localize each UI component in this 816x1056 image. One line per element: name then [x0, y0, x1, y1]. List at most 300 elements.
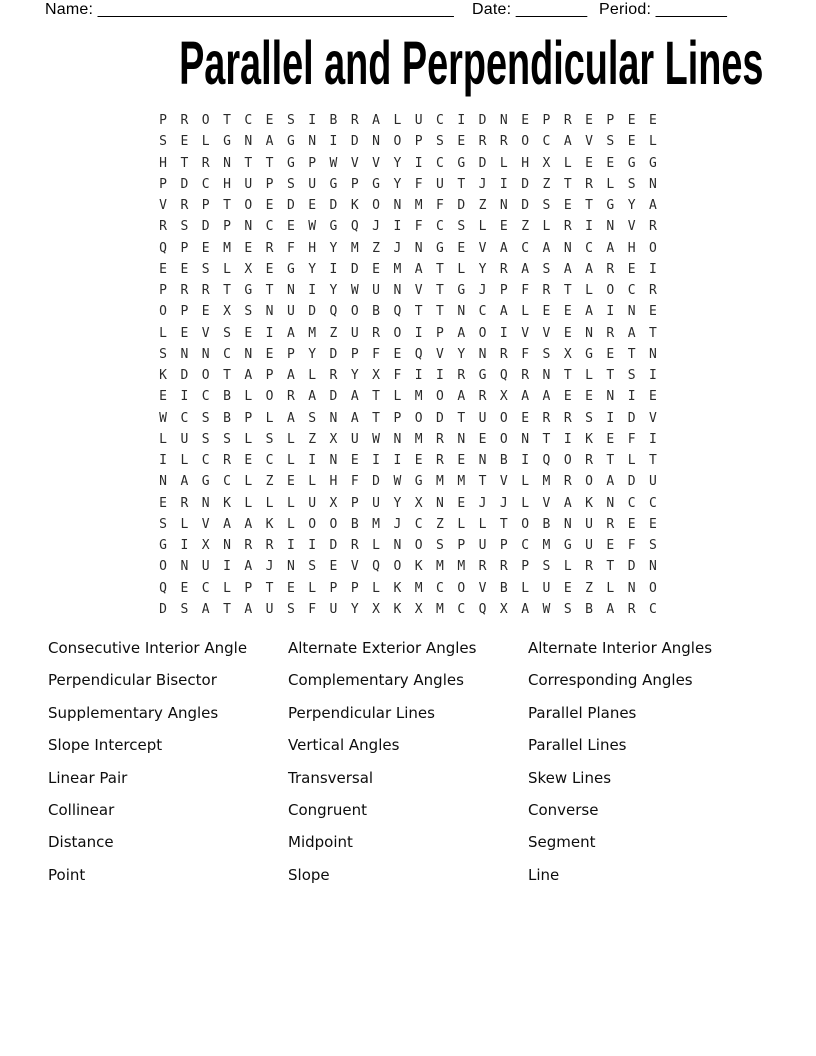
grid-cell: E — [542, 304, 551, 320]
grid-cell: S — [308, 559, 317, 575]
period-field — [599, 1, 727, 19]
grid-cell: R — [499, 261, 508, 277]
grid-cell: Q — [329, 304, 338, 320]
grid-cell: T — [585, 198, 593, 214]
grid-cell: N — [180, 559, 189, 575]
grid-cell: B — [372, 304, 380, 320]
grid-cell: I — [414, 368, 423, 384]
grid-cell: I — [649, 261, 657, 277]
grid-cell: O — [308, 516, 317, 532]
grid-cell: D — [478, 155, 487, 171]
grid-cell: E — [244, 325, 253, 341]
grid-cell: N — [606, 495, 615, 511]
grid-cell: N — [436, 495, 444, 511]
grid-cell: P — [499, 283, 508, 299]
word-list-item: Complementary Angles — [288, 671, 464, 690]
grid-cell: I — [180, 389, 189, 405]
word-list-item: Line — [528, 865, 560, 884]
grid-cell: A — [244, 368, 253, 384]
grid-cell: O — [265, 389, 274, 405]
grid-cell: R — [606, 516, 615, 532]
grid-cell: U — [265, 601, 274, 617]
grid-cell: I — [265, 325, 274, 341]
grid-cell: L — [180, 516, 189, 532]
grid-cell: E — [606, 346, 615, 362]
grid-cell: Y — [393, 155, 402, 171]
grid-cell: F — [393, 368, 402, 384]
grid-cell: B — [223, 389, 231, 405]
grid-cell: R — [180, 495, 189, 511]
grid-cell: Y — [393, 495, 402, 511]
grid-cell: I — [414, 325, 423, 341]
grid-cell: W — [159, 410, 167, 426]
grid-cell: Y — [329, 283, 338, 299]
grid-cell: E — [457, 453, 466, 469]
grid-cell: D — [329, 389, 338, 405]
grid-cell: A — [414, 261, 423, 277]
grid-cell: C — [649, 495, 657, 511]
grid-cell: A — [244, 516, 253, 532]
grid-cell: M — [436, 474, 444, 490]
grid-cell: O — [393, 325, 402, 341]
grid-cell: Y — [350, 368, 359, 384]
grid-cell: Y — [329, 240, 338, 256]
grid-cell: N — [649, 559, 657, 575]
grid-cell: R — [223, 453, 231, 469]
grid-cell: E — [159, 389, 167, 405]
grid-cell: L — [499, 155, 508, 171]
grid-cell: Y — [478, 261, 487, 277]
grid-cell: S — [649, 538, 657, 554]
grid-cell: U — [478, 538, 487, 554]
word-list-item: Slope Intercept — [48, 736, 163, 755]
grid-cell: R — [542, 283, 551, 299]
grid-cell: E — [457, 495, 466, 511]
grid-cell: V — [372, 155, 380, 171]
grid-cell: A — [372, 113, 380, 129]
grid-cell: R — [649, 283, 657, 299]
grid-cell: H — [159, 155, 167, 171]
grid-cell: A — [585, 261, 593, 277]
grid-cell: T — [436, 261, 444, 277]
grid-cell: D — [350, 261, 359, 277]
grid-cell: I — [329, 261, 338, 277]
grid-cell: E — [265, 346, 274, 362]
grid-cell: Z — [436, 516, 444, 532]
grid-cell: S — [286, 601, 295, 617]
grid-cell: N — [499, 198, 508, 214]
grid-cell: A — [606, 240, 615, 256]
grid-cell: A — [542, 240, 551, 256]
grid-cell: E — [521, 113, 530, 129]
grid-cell: U — [478, 410, 487, 426]
grid-cell: F — [521, 283, 530, 299]
name-label: Name: — [45, 1, 94, 18]
grid-cell: O — [201, 368, 210, 384]
grid-cell: Z — [478, 198, 487, 214]
grid-cell: U — [436, 176, 444, 192]
grid-cell: A — [585, 304, 593, 320]
grid-cell: D — [372, 474, 380, 490]
grid-cell: I — [308, 538, 317, 554]
grid-cell: X — [329, 495, 338, 511]
grid-cell: N — [244, 346, 253, 362]
grid-cell: E — [372, 261, 380, 277]
grid-cell: I — [180, 538, 189, 554]
grid-cell: S — [201, 261, 210, 277]
grid-cell: Y — [308, 261, 317, 277]
grid-cell: N — [393, 283, 402, 299]
grid-cell: D — [180, 176, 189, 192]
word-list-item: Perpendicular Lines — [288, 703, 435, 722]
grid-cell: A — [499, 240, 508, 256]
grid-cell: I — [372, 453, 380, 469]
grid-cell: L — [457, 516, 466, 532]
grid-cell: E — [606, 155, 615, 171]
grid-cell: B — [499, 580, 508, 596]
grid-cell: O — [478, 325, 487, 341]
grid-cell: N — [393, 431, 402, 447]
grid-cell: Q — [414, 346, 423, 362]
grid-cell: E — [180, 134, 189, 150]
grid-cell: R — [627, 601, 636, 617]
grid-cell: T — [180, 155, 189, 171]
grid-cell: C — [244, 113, 253, 129]
grid-cell: T — [414, 304, 423, 320]
grid-cell: R — [585, 453, 593, 469]
grid-cell: Z — [372, 240, 380, 256]
grid-cell: R — [499, 134, 508, 150]
grid-cell: A — [649, 198, 657, 214]
grid-cell: S — [563, 601, 572, 617]
grid-cell: T — [436, 304, 444, 320]
grid-cell: C — [265, 219, 274, 235]
grid-cell: E — [201, 240, 210, 256]
grid-cell: N — [329, 453, 338, 469]
grid-cell: E — [457, 240, 466, 256]
grid-cell: Q — [159, 240, 167, 256]
grid-cell: V — [478, 580, 487, 596]
grid-row — [152, 238, 663, 259]
title-container — [0, 29, 816, 97]
grid-cell: U — [286, 304, 295, 320]
grid-cell: O — [649, 240, 657, 256]
grid-cell: I — [308, 453, 317, 469]
grid-cell: L — [372, 580, 380, 596]
grid-cell: A — [457, 389, 466, 405]
grid-cell: V — [585, 134, 593, 150]
grid-row — [152, 344, 663, 365]
grid-cell: L — [521, 474, 530, 490]
grid-cell: V — [350, 155, 359, 171]
grid-cell: S — [180, 601, 189, 617]
date-label: Date: — [472, 1, 512, 18]
grid-cell: O — [606, 283, 615, 299]
grid-cell: G — [649, 155, 657, 171]
grid-cell: D — [329, 198, 338, 214]
grid-cell: N — [649, 176, 657, 192]
grid-cell: F — [286, 240, 295, 256]
grid-cell: S — [201, 410, 210, 426]
grid-cell: T — [627, 346, 636, 362]
grid-cell: X — [329, 431, 338, 447]
grid-cell: M — [350, 240, 359, 256]
grid-cell: N — [414, 240, 423, 256]
word-list — [48, 639, 768, 898]
grid-cell: L — [393, 113, 402, 129]
grid-cell: I — [563, 431, 572, 447]
grid-cell: N — [585, 325, 593, 341]
grid-row — [152, 578, 663, 599]
grid-cell: D — [159, 601, 167, 617]
grid-cell: N — [393, 538, 402, 554]
grid-cell: O — [521, 516, 530, 532]
grid-row — [152, 599, 663, 620]
grid-cell: R — [649, 219, 657, 235]
grid-cell: R — [372, 325, 380, 341]
grid-cell: O — [563, 453, 572, 469]
grid-cell: S — [223, 325, 231, 341]
grid-cell: H — [627, 240, 636, 256]
grid-cell: P — [180, 304, 189, 320]
grid-cell: N — [223, 155, 231, 171]
grid-cell: Q — [372, 559, 380, 575]
grid-row — [152, 514, 663, 535]
grid-cell: G — [585, 346, 593, 362]
grid-cell: S — [201, 431, 210, 447]
grid-cell: Y — [457, 346, 466, 362]
grid-row — [152, 471, 663, 492]
grid-cell: A — [606, 601, 615, 617]
grid-cell: R — [436, 431, 444, 447]
grid-cell: F — [414, 219, 423, 235]
grid-cell: E — [585, 155, 593, 171]
grid-cell: R — [329, 368, 338, 384]
grid-cell: E — [286, 580, 295, 596]
grid-cell: V — [542, 325, 551, 341]
grid-cell: P — [436, 325, 444, 341]
grid-cell: M — [414, 580, 423, 596]
grid-cell: E — [563, 325, 572, 341]
grid-cell: P — [457, 538, 466, 554]
grid-cell: C — [201, 389, 210, 405]
grid-cell: M — [393, 261, 402, 277]
grid-cell: E — [606, 431, 615, 447]
grid-cell: K — [159, 368, 167, 384]
grid-cell: V — [201, 325, 210, 341]
grid-cell: T — [606, 559, 615, 575]
grid-cell: S — [244, 304, 253, 320]
grid-row — [152, 323, 663, 344]
grid-cell: F — [350, 474, 359, 490]
grid-cell: N — [308, 134, 317, 150]
grid-cell: L — [286, 516, 295, 532]
grid-cell: P — [159, 113, 167, 129]
grid-cell: H — [521, 155, 530, 171]
grid-cell: G — [627, 155, 636, 171]
grid-cell: Q — [542, 453, 551, 469]
grid-cell: E — [563, 198, 572, 214]
grid-cell: X — [414, 601, 423, 617]
grid-cell: O — [201, 113, 210, 129]
grid-cell: I — [499, 176, 508, 192]
grid-cell: T — [457, 410, 466, 426]
grid-cell: U — [350, 431, 359, 447]
grid-cell: E — [457, 134, 466, 150]
grid-cell: N — [499, 113, 508, 129]
grid-cell: E — [478, 431, 487, 447]
grid-cell: L — [159, 325, 167, 341]
grid-cell: D — [521, 198, 530, 214]
grid-cell: S — [585, 410, 593, 426]
grid-cell: P — [265, 176, 274, 192]
grid-cell: L — [308, 474, 317, 490]
grid-cell: S — [627, 176, 636, 192]
grid-cell: T — [223, 368, 231, 384]
grid-cell: N — [606, 389, 615, 405]
grid-cell: G — [159, 538, 167, 554]
grid-cell: S — [223, 431, 231, 447]
grid-cell: W — [308, 219, 317, 235]
name-blank-line: ________________________________________ — [97, 1, 454, 18]
grid-cell: V — [436, 346, 444, 362]
grid-cell: E — [649, 389, 657, 405]
grid-cell: R — [201, 155, 210, 171]
grid-cell: I — [436, 368, 444, 384]
grid-cell: R — [180, 283, 189, 299]
grid-cell: D — [521, 176, 530, 192]
grid-cell: K — [393, 580, 402, 596]
grid-cell: N — [201, 346, 210, 362]
grid-row — [152, 195, 663, 216]
date-field — [472, 1, 587, 19]
grid-cell: M — [436, 559, 444, 575]
grid-cell: I — [223, 559, 231, 575]
grid-cell: E — [159, 495, 167, 511]
grid-cell: R — [286, 389, 295, 405]
grid-cell: N — [627, 304, 636, 320]
grid-cell: R — [350, 538, 359, 554]
grid-cell: P — [180, 240, 189, 256]
grid-cell: R — [350, 113, 359, 129]
grid-cell: R — [180, 198, 189, 214]
grid-cell: A — [223, 516, 231, 532]
grid-cell: P — [159, 176, 167, 192]
grid-cell: P — [499, 538, 508, 554]
grid-cell: L — [521, 495, 530, 511]
grid-cell: E — [201, 304, 210, 320]
page-title: Parallel and Perpendicular Lines — [179, 29, 764, 97]
grid-cell: W — [350, 283, 359, 299]
grid-cell: T — [372, 410, 380, 426]
grid-cell: T — [542, 431, 551, 447]
date-blank-line: ________ — [515, 1, 588, 18]
grid-cell: L — [201, 134, 210, 150]
grid-cell: L — [457, 261, 466, 277]
grid-cell: X — [414, 495, 423, 511]
grid-cell: R — [563, 410, 572, 426]
grid-cell: C — [201, 580, 210, 596]
grid-cell: G — [436, 240, 444, 256]
grid-cell: K — [393, 601, 402, 617]
grid-cell: L — [265, 410, 274, 426]
grid-cell: E — [180, 325, 189, 341]
grid-cell: U — [180, 431, 189, 447]
grid-cell: A — [521, 389, 530, 405]
grid-cell: L — [563, 155, 572, 171]
word-list-column — [288, 639, 528, 898]
grid-cell: O — [159, 559, 167, 575]
grid-cell: G — [563, 538, 572, 554]
grid-cell: U — [585, 516, 593, 532]
word-list-item: Vertical Angles — [288, 736, 400, 755]
grid-cell: E — [159, 261, 167, 277]
grid-cell: T — [606, 453, 615, 469]
grid-cell: G — [244, 283, 253, 299]
grid-cell: O — [393, 559, 402, 575]
grid-cell: A — [350, 410, 359, 426]
grid-cell: A — [457, 325, 466, 341]
grid-cell: V — [542, 495, 551, 511]
grid-cell: D — [329, 346, 338, 362]
grid-cell: T — [499, 516, 508, 532]
grid-cell: R — [563, 474, 572, 490]
grid-cell: O — [499, 431, 508, 447]
grid-cell: N — [244, 134, 253, 150]
grid-row — [152, 365, 663, 386]
grid-cell: I — [627, 389, 636, 405]
grid-cell: O — [329, 516, 338, 532]
grid-cell: S — [159, 346, 167, 362]
grid-cell: U — [350, 325, 359, 341]
grid-cell: X — [499, 601, 508, 617]
grid-cell: D — [350, 134, 359, 150]
grid-cell: R — [499, 559, 508, 575]
grid-cell: Y — [308, 346, 317, 362]
grid-cell: N — [286, 283, 295, 299]
grid-cell: H — [329, 474, 338, 490]
grid-cell: M — [436, 601, 444, 617]
word-list-item: Corresponding Angles — [528, 671, 693, 690]
grid-cell: G — [329, 219, 338, 235]
grid-cell: R — [159, 219, 167, 235]
grid-cell: M — [414, 431, 423, 447]
grid-cell: I — [521, 453, 530, 469]
grid-cell: M — [372, 516, 380, 532]
grid-cell: U — [372, 495, 380, 511]
grid-cell: D — [286, 198, 295, 214]
grid-cell: F — [308, 601, 317, 617]
grid-cell: C — [627, 495, 636, 511]
grid-cell: A — [606, 474, 615, 490]
grid-cell: A — [563, 495, 572, 511]
grid-cell: J — [499, 495, 508, 511]
grid-cell: A — [244, 559, 253, 575]
grid-row — [152, 110, 663, 131]
grid-cell: E — [585, 113, 593, 129]
grid-cell: L — [286, 453, 295, 469]
grid-cell: L — [159, 431, 167, 447]
grid-cell: X — [372, 368, 380, 384]
grid-cell: L — [542, 219, 551, 235]
grid-row — [152, 493, 663, 514]
grid-cell: P — [201, 198, 210, 214]
grid-cell: R — [180, 113, 189, 129]
grid-cell: E — [350, 453, 359, 469]
grid-cell: R — [457, 368, 466, 384]
grid-cell: D — [201, 219, 210, 235]
word-list-item: Converse — [528, 800, 599, 819]
